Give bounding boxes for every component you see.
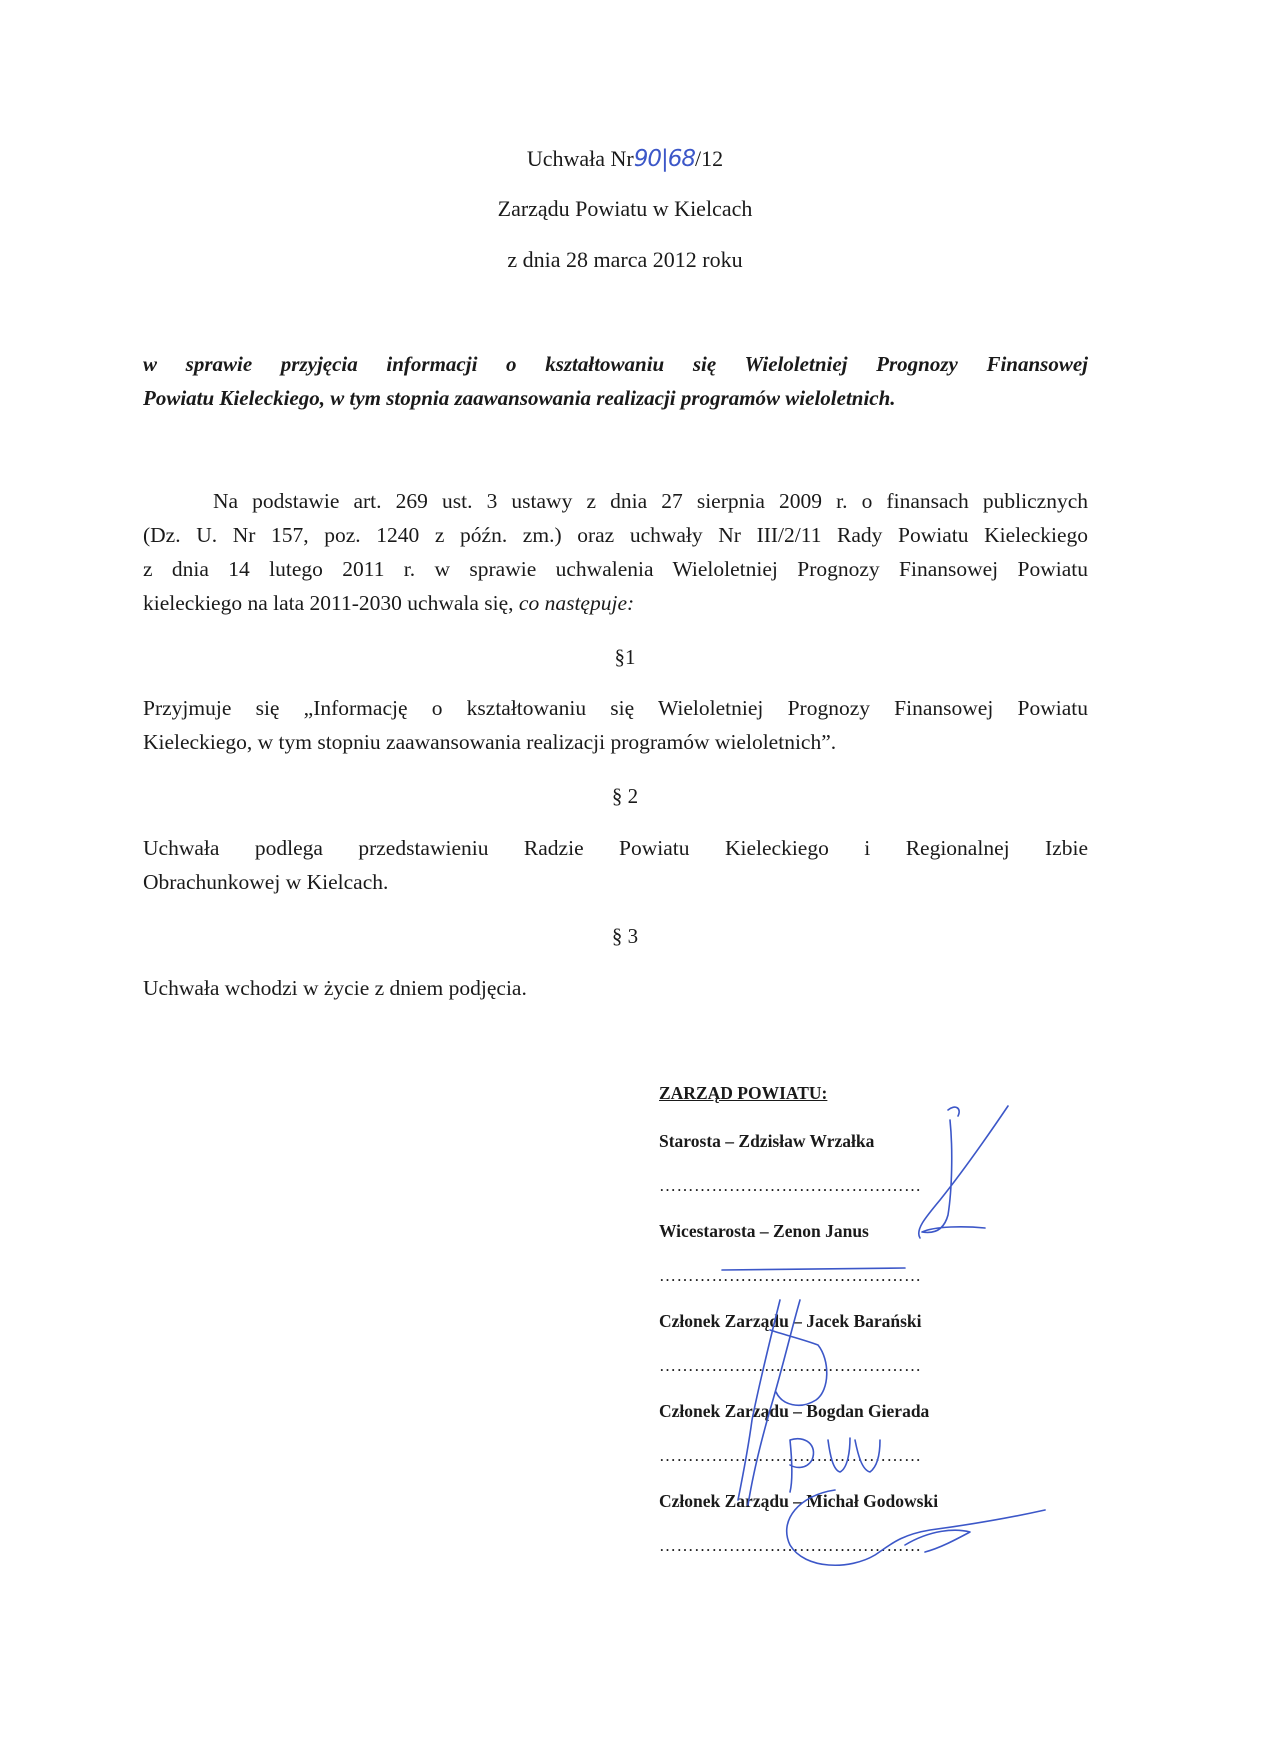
preamble-line-4-italic: co następuje: — [518, 591, 635, 615]
member-3-signature-line: ……………………………………… — [659, 1356, 922, 1375]
section-2-line-1: Uchwała podlega przedstawieniu Radzie Powiatu Kieleckiego i Regionalnej Izbie — [143, 836, 1088, 860]
resolution-date: z dnia 28 marca 2012 roku — [507, 247, 743, 272]
section-2-line-2: Obrachunkowej w Kielcach. — [143, 870, 389, 894]
member-4-signature-line: ……………………………………… — [659, 1446, 922, 1465]
preamble-line-1: Na podstawie art. 269 ust. 3 ustawy z dnia 27 sierpnia 2009 r. o finansach publicznych — [213, 489, 1088, 513]
section-3-line-1: Uchwała wchodzi w życie z dniem podjęcia. — [143, 976, 527, 1000]
member-1-role: Starosta – Zdzisław Wrzałka — [659, 1131, 875, 1151]
resolution-number-suffix: /12 — [695, 146, 724, 171]
member-3-role: Członek Zarządu – Jacek Barański — [659, 1311, 922, 1331]
signature-member-3 — [738, 1300, 827, 1505]
handwritten-number: 90|68 — [633, 146, 696, 172]
board-heading: ZARZĄD POWIATU: — [659, 1083, 828, 1103]
issuing-body: Zarządu Powiatu w Kielcach — [497, 196, 753, 221]
signature-wicestarosta-line — [722, 1268, 905, 1270]
preamble-line-3: z dnia 14 lutego 2011 r. w sprawie uchwalenia Wieloletniej Prognozy Finansowej Powiatu — [143, 557, 1088, 581]
member-4-role: Członek Zarządu – Bogdan Gierada — [659, 1401, 930, 1421]
section-1-mark: §1 — [614, 645, 636, 669]
member-2-role: Wicestarosta – Zenon Janus — [659, 1221, 869, 1241]
preamble-line-2: (Dz. U. Nr 157, poz. 1240 z późn. zm.) oraz uchwały Nr III/2/11 Rady Powiatu Kieleckiego — [143, 523, 1088, 547]
signature-member-5 — [787, 1490, 1045, 1565]
section-1-line-2: Kieleckiego, w tym stopniu zaawansowania realizacji programów wieloletnich”. — [143, 730, 837, 754]
subject-line-1: w sprawie przyjęcia informacji o kształtowaniu się Wieloletniej Prognozy Finansowej — [143, 352, 1088, 376]
section-1-line-1: Przyjmuje się „Informację o kształtowaniu się Wieloletniej Prognozy Finansowej Powiatu — [143, 696, 1088, 720]
section-3-mark: § 3 — [611, 924, 639, 948]
subject-line-2: Powiatu Kieleckiego, w tym stopnia zaawansowania realizacji programów wieloletnich. — [143, 386, 896, 410]
section-2-mark: § 2 — [611, 784, 639, 808]
signature-member-4 — [790, 1438, 880, 1492]
member-2-signature-line: ……………………………………… — [659, 1266, 922, 1285]
signature-starosta-flourish — [948, 1107, 959, 1116]
signature-starosta — [919, 1106, 1008, 1238]
member-1-signature-line: ……………………………………… — [659, 1176, 922, 1195]
member-5-role: Członek Zarządu – Michał Godowski — [659, 1491, 939, 1511]
member-5-signature-line: ……………………………………… — [659, 1536, 922, 1555]
preamble-line-4-plain: kieleckiego na lata 2011-2030 uchwala się, — [143, 591, 519, 615]
resolution-number-prefix: Uchwała Nr — [526, 146, 634, 171]
